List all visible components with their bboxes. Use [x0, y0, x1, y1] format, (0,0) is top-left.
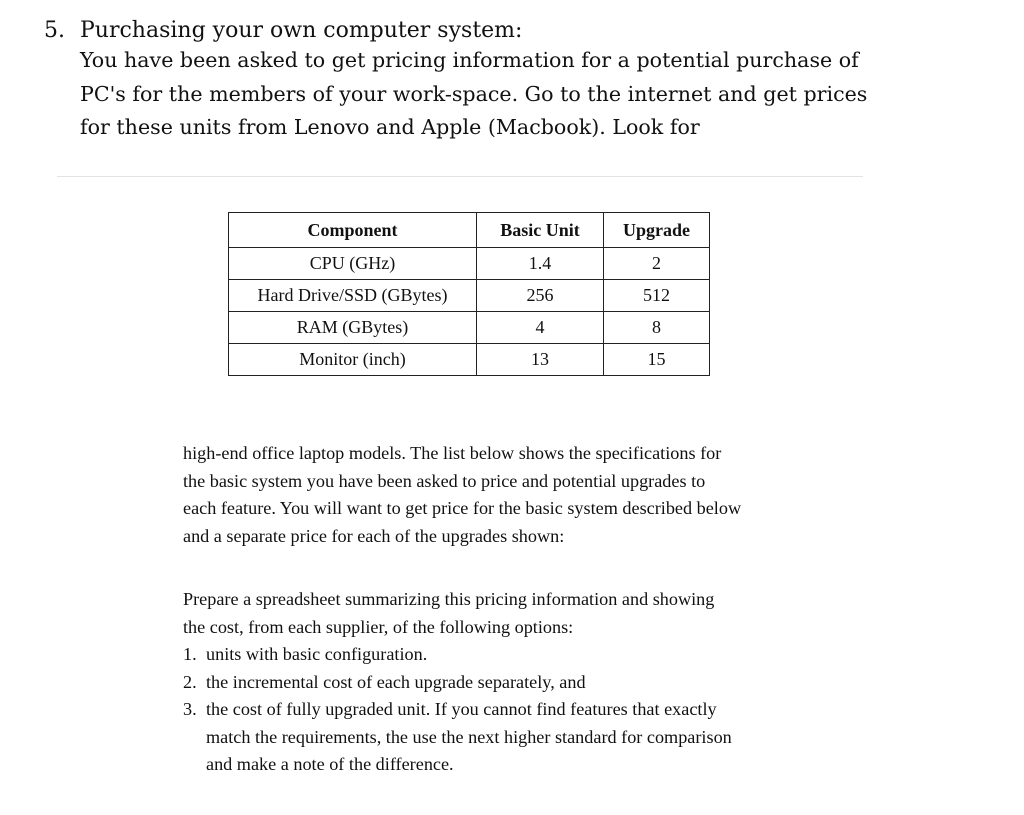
intro-line: PC's for the members of your work-space. Go to the internet and get prices [80, 81, 868, 106]
question-number: 5. [44, 18, 65, 43]
header-basic-unit: Basic Unit [477, 213, 604, 248]
cell-basic: 1.4 [477, 248, 604, 280]
cell-upgrade: 8 [604, 312, 710, 344]
paragraph-line: Prepare a spreadsheet summarizing this pricing information and showing [183, 589, 715, 609]
list-item-text: match the requirements, the use the next higher standard for comparison [206, 726, 732, 747]
cell-component: CPU (GHz) [229, 248, 477, 280]
cell-upgrade: 15 [604, 344, 710, 376]
list-item [183, 696, 813, 779]
paragraph-line: the cost, from each supplier, of the following options: [183, 616, 574, 637]
intro-line: You have been asked to get pricing information for a potential purchase of [80, 48, 859, 72]
cell-basic: 4 [477, 312, 604, 344]
specification-paragraph [183, 440, 808, 550]
intro-paragraph [80, 44, 1015, 145]
list-item-text: and make a note of the difference. [206, 754, 454, 774]
spreadsheet-paragraph [183, 586, 808, 641]
list-item-text: units with basic configuration. [206, 644, 428, 664]
cell-basic: 256 [477, 280, 604, 312]
cell-component: Hard Drive/SSD (GBytes) [229, 280, 477, 312]
header-component: Component [229, 213, 477, 248]
list-item-text: the cost of fully upgraded unit. If you cannot find features that exactly [206, 699, 717, 719]
paragraph-line: and a separate price for each of the upgrades shown: [183, 525, 565, 546]
paragraph-line: the basic system you have been asked to price and potential upgrades to [183, 470, 706, 491]
paragraph-line: high-end office laptop models. The list below shows the specifications for [183, 443, 722, 463]
cell-component: Monitor (inch) [229, 344, 477, 376]
list-marker: 3. [183, 699, 197, 719]
table-row [229, 280, 710, 312]
spec-table [228, 212, 710, 376]
cell-upgrade: 2 [604, 248, 710, 280]
table-row [229, 248, 710, 280]
paragraph-line: each feature. You will want to get price for the basic system described below [183, 498, 742, 518]
header-upgrade: Upgrade [604, 213, 710, 248]
list-item-text: the incremental cost of each upgrade separately, and [206, 671, 586, 692]
list-marker: 2. [183, 671, 197, 692]
list-marker: 1. [183, 644, 197, 664]
list-item [183, 641, 813, 669]
cell-component: RAM (GBytes) [229, 312, 477, 344]
table-row [229, 312, 710, 344]
section-divider [57, 176, 863, 177]
question-title: Purchasing your own computer system: [80, 18, 523, 43]
options-list [183, 641, 813, 779]
table-header-row [229, 213, 710, 248]
table-row [229, 344, 710, 376]
intro-line: for these units from Lenovo and Apple (Macbook). Look for [80, 115, 700, 139]
list-item [183, 669, 813, 697]
cell-upgrade: 512 [604, 280, 710, 312]
cell-basic: 13 [477, 344, 604, 376]
question-heading [44, 14, 522, 48]
